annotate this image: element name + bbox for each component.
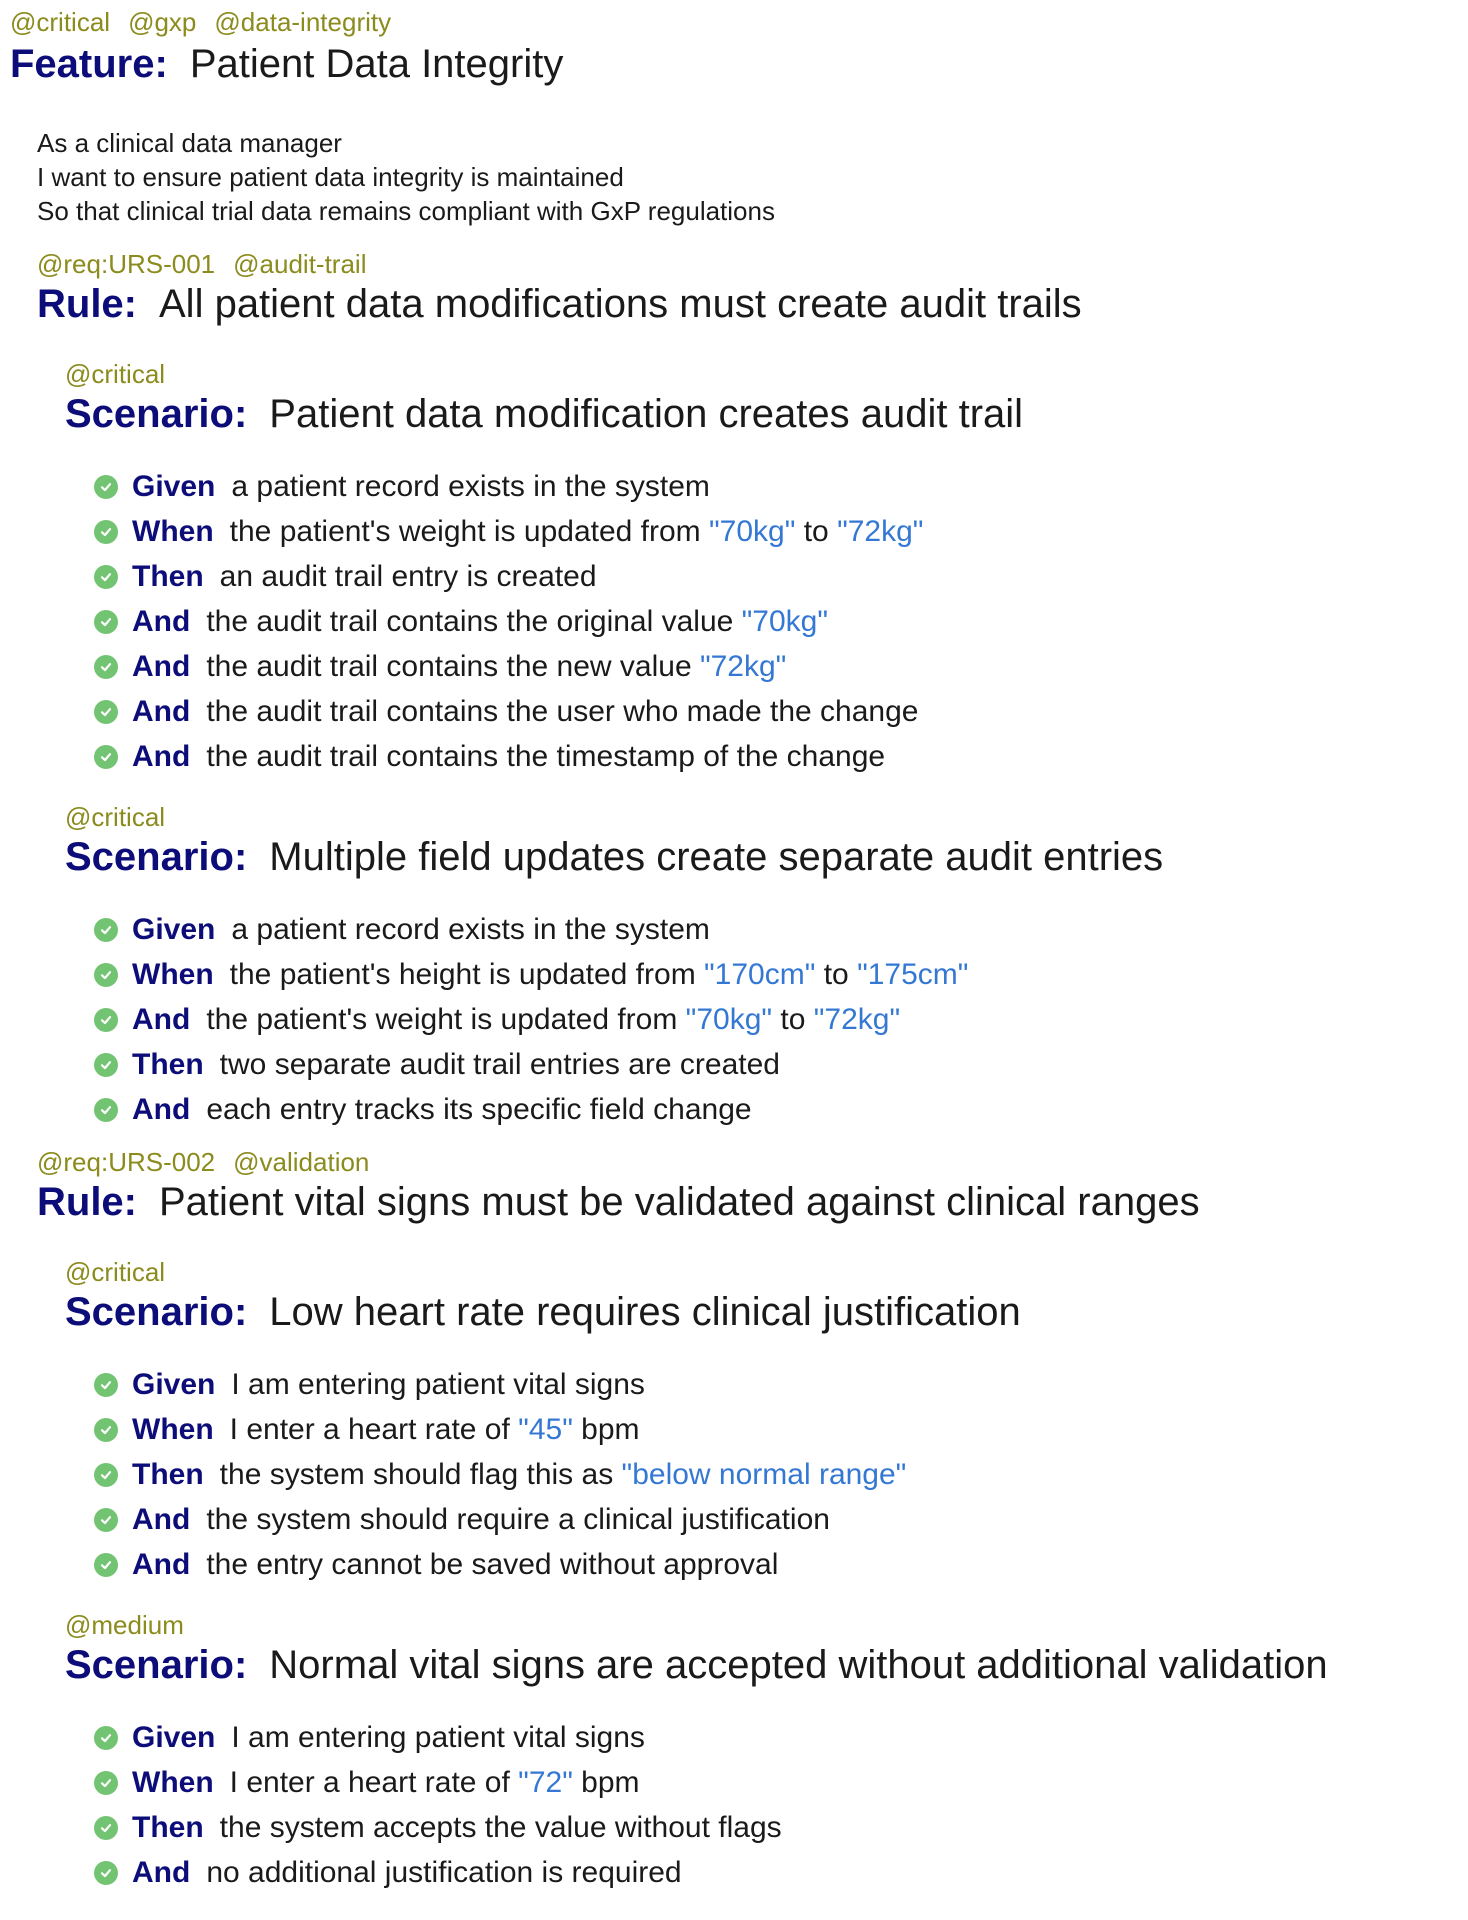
step-text-part: the patient's height is updated from [229, 957, 705, 991]
step-text-part: bpm [572, 1412, 640, 1446]
check-circle-icon [94, 1463, 118, 1487]
step-row [94, 1407, 1468, 1452]
check-circle-icon [94, 565, 118, 589]
rule-heading [37, 280, 1468, 328]
step-parameter: "below normal range" [621, 1457, 907, 1491]
scenario-title: Patient data modification creates audit trail [269, 392, 1024, 436]
step-keyword: And [132, 649, 191, 683]
feature-keyword: Feature: [10, 42, 168, 86]
step-parameter: "45" [518, 1412, 573, 1446]
step-parameter: "170cm" [704, 957, 816, 991]
step-text-part: no additional justification is required [206, 1855, 682, 1889]
step-parameter: "72kg" [813, 1002, 901, 1036]
check-circle-icon [94, 1373, 118, 1397]
step-row [94, 907, 1468, 952]
scenario-keyword: Scenario: [65, 1290, 248, 1334]
step-text [231, 470, 710, 504]
step-text [220, 1458, 907, 1492]
rule-heading [37, 1178, 1468, 1226]
check-circle-icon [94, 745, 118, 769]
step-row [94, 1362, 1468, 1407]
tag[interactable]: @critical [65, 359, 166, 389]
rule-block [37, 1146, 1468, 1895]
check-circle-icon [94, 918, 118, 942]
step-row [94, 952, 1468, 997]
tag[interactable]: @req:URS-001 [37, 249, 216, 279]
step-parameter: "70kg" [741, 604, 829, 638]
check-circle-icon [94, 520, 118, 544]
step-keyword: And [132, 694, 191, 728]
step-keyword: Then [132, 559, 204, 593]
rule-keyword: Rule: [37, 1180, 137, 1224]
check-circle-icon [94, 1726, 118, 1750]
tag[interactable]: @data-integrity [214, 7, 392, 37]
step-keyword: Given [132, 912, 216, 946]
step-keyword: And [132, 739, 191, 773]
step-keyword: Given [132, 1720, 216, 1754]
step-text-part: the entry cannot be saved without approval [206, 1547, 779, 1581]
step-parameter: "70kg" [685, 1002, 773, 1036]
step-row [94, 1042, 1468, 1087]
tag[interactable]: @gxp [128, 7, 197, 37]
step-keyword: When [132, 957, 214, 991]
rule-block [37, 248, 1468, 1132]
step-keyword: Then [132, 1047, 204, 1081]
steps-list [94, 1362, 1468, 1587]
feature-title: Patient Data Integrity [189, 42, 564, 86]
feature-description [37, 126, 1468, 228]
step-text-part: to [772, 1002, 814, 1036]
scenario-block [65, 1609, 1468, 1895]
scenario-tags [65, 1256, 1468, 1288]
check-circle-icon [94, 1816, 118, 1840]
step-text-part: the audit trail contains the timestamp of the change [206, 739, 886, 773]
scenario-title: Multiple field updates create separate audit entries [269, 835, 1164, 879]
step-keyword: And [132, 604, 191, 638]
step-row [94, 1452, 1468, 1497]
step-row [94, 1087, 1468, 1132]
step-text [206, 650, 786, 684]
step-text-part: two separate audit trail entries are created [219, 1047, 780, 1081]
check-circle-icon [94, 1418, 118, 1442]
step-text-part: the system accepts the value without flags [219, 1810, 782, 1844]
step-text [206, 1003, 900, 1037]
feature-tags [10, 6, 1468, 38]
step-text-part: I enter a heart rate of [229, 1765, 519, 1799]
step-text-part: I enter a heart rate of [229, 1412, 519, 1446]
check-circle-icon [94, 1508, 118, 1532]
step-parameter: "72kg" [699, 649, 787, 683]
step-text [220, 560, 597, 594]
step-parameter: "70kg" [709, 514, 796, 548]
check-circle-icon [94, 963, 118, 987]
step-text [206, 1856, 681, 1890]
step-text [206, 605, 828, 639]
step-text [206, 1093, 751, 1127]
description-line: I want to ensure patient data integrity is maintained [37, 162, 624, 192]
step-row [94, 599, 1468, 644]
step-text [231, 1368, 645, 1402]
step-keyword: Then [132, 1810, 204, 1844]
scenario-block [65, 358, 1468, 779]
step-row [94, 1760, 1468, 1805]
scenario-keyword: Scenario: [65, 392, 248, 436]
tag[interactable]: @validation [233, 1147, 370, 1177]
scenario-block [65, 1256, 1468, 1587]
step-row [94, 734, 1468, 779]
step-keyword: When [132, 1765, 214, 1799]
step-text-part: the audit trail contains the user who made the change [206, 694, 919, 728]
scenario-heading [65, 1641, 1468, 1689]
step-text [231, 1721, 645, 1755]
check-circle-icon [94, 1008, 118, 1032]
step-text [220, 1811, 782, 1845]
check-circle-icon [94, 700, 118, 724]
step-keyword: And [132, 1855, 191, 1889]
step-text [230, 1766, 640, 1800]
tag[interactable]: @medium [65, 1610, 184, 1640]
check-circle-icon [94, 655, 118, 679]
rule-tags [37, 1146, 1468, 1178]
step-row [94, 997, 1468, 1042]
step-text-part: the audit trail contains the new value [206, 649, 700, 683]
scenario-tags [65, 358, 1468, 390]
step-text-part: I am entering patient vital signs [231, 1367, 645, 1401]
tag[interactable]: @critical [10, 7, 111, 37]
step-keyword: When [132, 1412, 214, 1446]
tag[interactable]: @req:URS-002 [37, 1147, 216, 1177]
step-text-part: the patient's weight is updated from [206, 1002, 686, 1036]
step-row [94, 1542, 1468, 1587]
step-keyword: And [132, 1547, 191, 1581]
step-text-part: bpm [572, 1765, 640, 1799]
step-text-part: the audit trail contains the original value [206, 604, 742, 638]
step-text-part: an audit trail entry is created [219, 559, 597, 593]
step-text [220, 1048, 780, 1082]
scenario-block [65, 801, 1468, 1132]
step-row [94, 1850, 1468, 1895]
step-parameter: "72" [518, 1765, 573, 1799]
steps-list [94, 907, 1468, 1132]
rules-container [10, 248, 1468, 1895]
step-keyword: Then [132, 1457, 204, 1491]
step-text [206, 740, 885, 774]
rule-title: All patient data modifications must create audit trails [159, 282, 1082, 326]
step-row [94, 1497, 1468, 1542]
step-keyword: When [132, 514, 214, 548]
step-text [231, 913, 710, 947]
scenario-heading [65, 833, 1468, 881]
step-keyword: Given [132, 469, 216, 503]
description-line: So that clinical trial data remains compliant with GxP regulations [37, 196, 775, 226]
step-text-part: I am entering patient vital signs [231, 1720, 645, 1754]
description-line: As a clinical data manager [37, 128, 342, 158]
check-circle-icon [94, 1771, 118, 1795]
step-keyword: And [132, 1502, 191, 1536]
step-text-part: a patient record exists in the system [231, 469, 710, 503]
step-text [206, 1548, 778, 1582]
step-row [94, 1715, 1468, 1760]
step-keyword: Given [132, 1367, 216, 1401]
tag[interactable]: @critical [65, 1257, 166, 1287]
step-text [230, 515, 924, 549]
scenario-keyword: Scenario: [65, 835, 248, 879]
rule-title: Patient vital signs must be validated against clinical ranges [159, 1180, 1200, 1224]
check-circle-icon [94, 1861, 118, 1885]
scenario-title: Normal vital signs are accepted without additional validation [269, 1643, 1328, 1687]
rule-keyword: Rule: [37, 282, 137, 326]
scenario-heading [65, 1288, 1468, 1336]
step-row [94, 644, 1468, 689]
scenario-keyword: Scenario: [65, 1643, 248, 1687]
step-text-part: the system should require a clinical justification [206, 1502, 830, 1536]
step-text-part: to [795, 514, 838, 548]
step-row [94, 554, 1468, 599]
scenario-tags [65, 1609, 1468, 1641]
scenario-heading [65, 390, 1468, 438]
check-circle-icon [94, 475, 118, 499]
step-parameter: "175cm" [857, 957, 969, 991]
check-circle-icon [94, 1098, 118, 1122]
step-text-part: a patient record exists in the system [231, 912, 710, 946]
step-row [94, 509, 1468, 554]
tag[interactable]: @audit-trail [233, 249, 367, 279]
check-circle-icon [94, 1053, 118, 1077]
rule-tags [37, 248, 1468, 280]
step-keyword: And [132, 1092, 191, 1126]
step-text-part: each entry tracks its specific field change [206, 1092, 752, 1126]
step-text [230, 958, 969, 992]
feature-heading [10, 38, 1468, 90]
step-text-part: the patient's weight is updated from [229, 514, 709, 548]
steps-list [94, 1715, 1468, 1895]
step-text [230, 1413, 640, 1447]
check-circle-icon [94, 610, 118, 634]
step-keyword: And [132, 1002, 191, 1036]
step-text [206, 695, 918, 729]
tag[interactable]: @critical [65, 802, 166, 832]
step-row [94, 1805, 1468, 1850]
step-text [206, 1503, 830, 1537]
steps-list [94, 464, 1468, 779]
scenario-title: Low heart rate requires clinical justification [269, 1290, 1021, 1334]
step-row [94, 689, 1468, 734]
check-circle-icon [94, 1553, 118, 1577]
step-parameter: "72kg" [837, 514, 924, 548]
scenario-tags [65, 801, 1468, 833]
step-text-part: to [815, 957, 858, 991]
step-row [94, 464, 1468, 509]
step-text-part: the system should flag this as [219, 1457, 622, 1491]
